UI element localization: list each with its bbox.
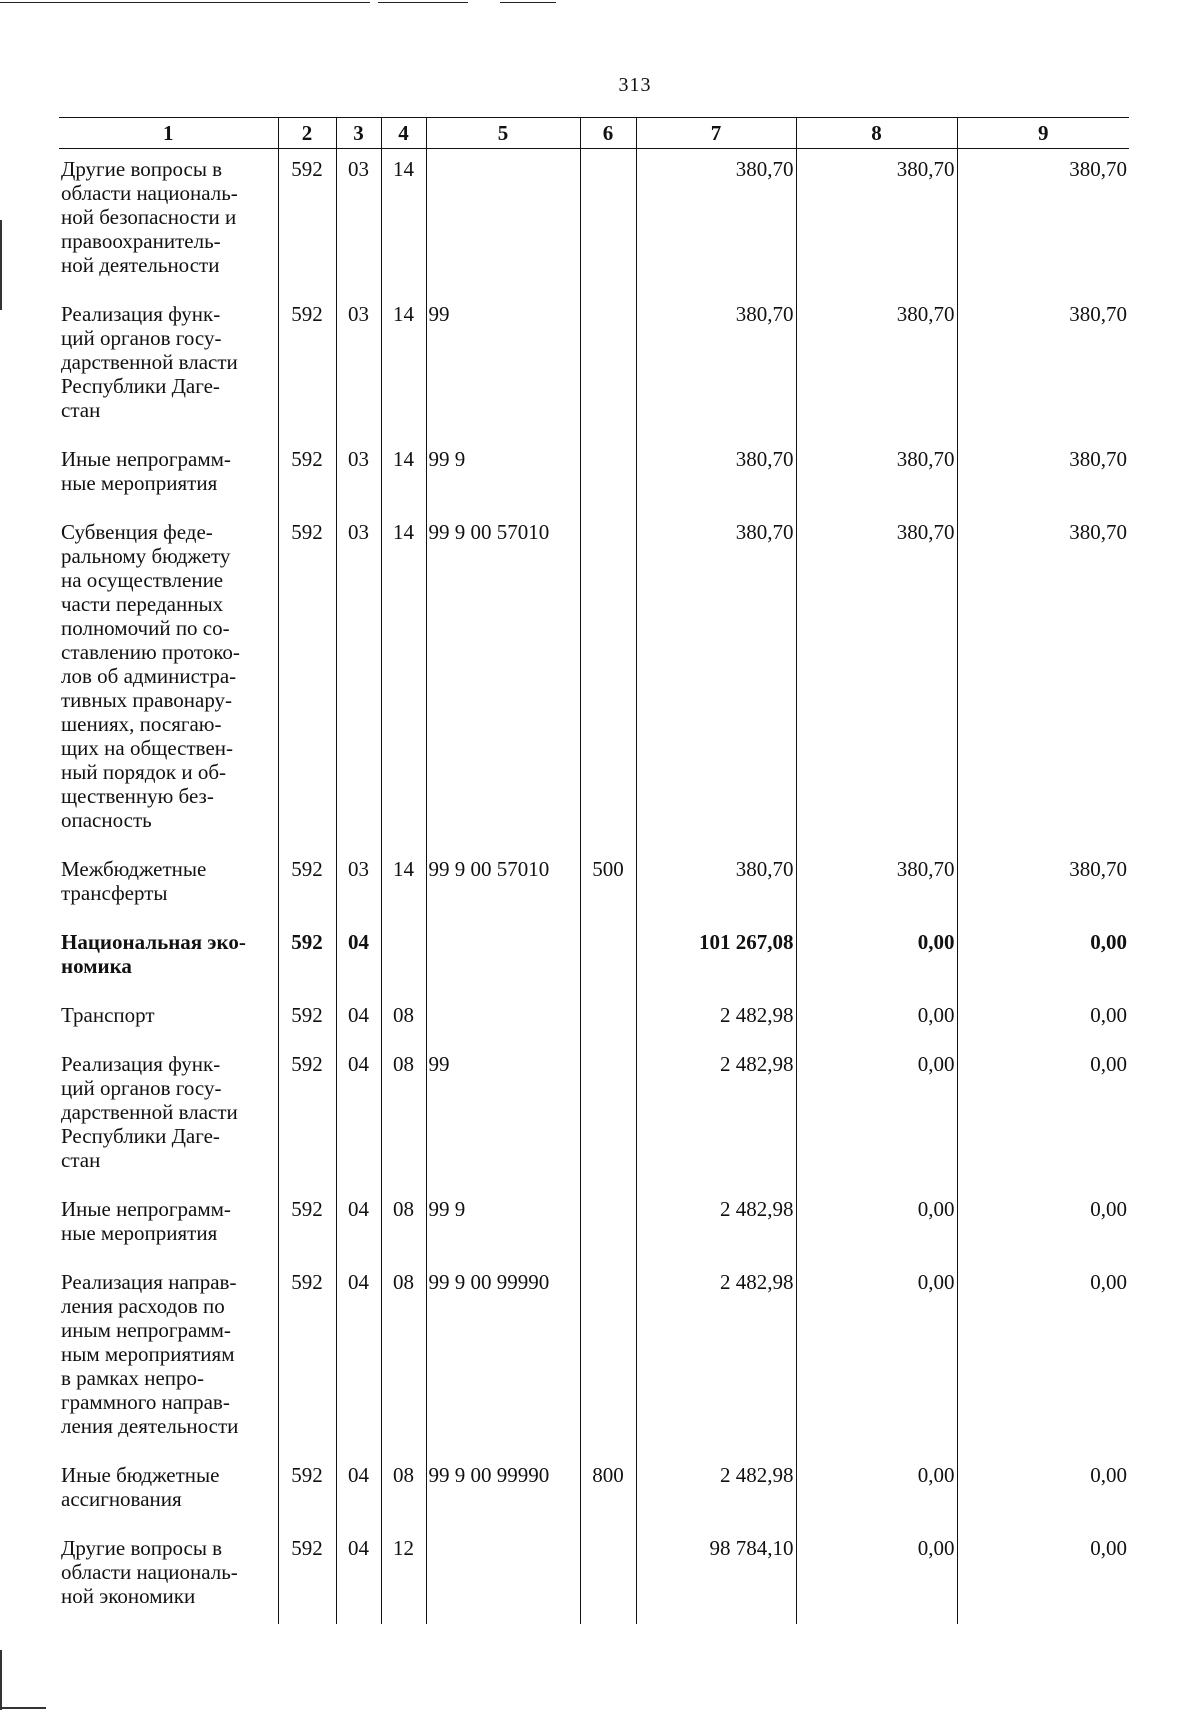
cell-target-article	[426, 149, 580, 295]
table-row	[59, 149, 1129, 295]
row-name: Реализация функ- ций органов госу- дарственной власти Республики Даге- стан	[61, 1052, 238, 1172]
cell-ministry-code: 592	[278, 995, 336, 1044]
row-name: Реализация направ- ления расходов по иным непрограмм- ным мероприятиям в рамках непро- граммного направ- ления деятельности	[61, 1270, 239, 1438]
cell-amount-col9: 380,70	[957, 149, 1129, 295]
row-name: Другие вопросы в области националь- ной безопасности и правоохранитель- ной деятельности	[61, 157, 238, 277]
table-row	[59, 1528, 1129, 1624]
cell-expense-type	[580, 995, 636, 1044]
cell-section-code: 03	[336, 439, 381, 512]
cell-ministry-code: 592	[278, 1262, 336, 1455]
cell-amount-col9: 0,00	[957, 922, 1129, 995]
table-row	[59, 849, 1129, 922]
cell-amount-col7: 380,70	[636, 849, 796, 922]
cell-ministry-code: 592	[278, 1044, 336, 1189]
page-number: 313	[618, 74, 652, 96]
cell-expense-type	[580, 1262, 636, 1455]
cell-amount-col7: 380,70	[636, 439, 796, 512]
cell-amount-col8: 0,00	[796, 995, 957, 1044]
row-name: Иные бюджетные ассигнования	[61, 1463, 220, 1511]
row-name: Транспорт	[61, 1003, 155, 1027]
table-header-row	[59, 118, 1129, 149]
table-row	[59, 439, 1129, 512]
cell-amount-col7: 2 482,98	[636, 1189, 796, 1262]
cell-amount-col7: 380,70	[636, 294, 796, 439]
cell-subsection-code	[381, 922, 426, 995]
cell-section-code: 04	[336, 1262, 381, 1455]
table-row	[59, 1044, 1129, 1189]
cell-amount-col8: 380,70	[796, 849, 957, 922]
cell-target-article: 99 9	[426, 1189, 580, 1262]
cell-target-article: 99 9 00 99990	[426, 1455, 580, 1528]
cell-amount-col7: 380,70	[636, 512, 796, 849]
cell-section-code: 04	[336, 1455, 381, 1528]
cell-target-article	[426, 995, 580, 1044]
cell-ministry-code: 592	[278, 1528, 336, 1624]
cell-amount-col7: 2 482,98	[636, 1044, 796, 1189]
cell-ministry-code: 592	[278, 922, 336, 995]
cell-subsection-code: 08	[381, 1455, 426, 1528]
header-col-4: 4	[381, 118, 426, 149]
cell-amount-col7: 380,70	[636, 149, 796, 295]
cell-subsection-code: 08	[381, 1044, 426, 1189]
left-edge-mark-2	[0, 1650, 2, 1710]
row-name: Национальная эко- номика	[61, 930, 246, 978]
table-body	[59, 149, 1129, 1625]
top-rule-2	[378, 2, 468, 3]
cell-subsection-code: 14	[381, 512, 426, 849]
cell-subsection-code: 08	[381, 1189, 426, 1262]
cell-ministry-code: 592	[278, 149, 336, 295]
table-row	[59, 995, 1129, 1044]
cell-target-article: 99 9 00 57010	[426, 512, 580, 849]
cell-amount-col8: 0,00	[796, 1044, 957, 1189]
cell-amount-col7: 98 784,10	[636, 1528, 796, 1624]
cell-target-article	[426, 1528, 580, 1624]
cell-subsection-code: 14	[381, 294, 426, 439]
header-col-5: 5	[426, 118, 580, 149]
cell-amount-col9: 380,70	[957, 512, 1129, 849]
header-col-3: 3	[336, 118, 381, 149]
cell-subsection-code: 14	[381, 439, 426, 512]
table-row	[59, 1455, 1129, 1528]
cell-expense-type	[580, 439, 636, 512]
cell-target-article: 99 9 00 57010	[426, 849, 580, 922]
cell-amount-col9: 380,70	[957, 294, 1129, 439]
cell-ministry-code: 592	[278, 439, 336, 512]
cell-section-code: 04	[336, 922, 381, 995]
table-row	[59, 1189, 1129, 1262]
cell-amount-col9: 0,00	[957, 1189, 1129, 1262]
cell-subsection-code: 08	[381, 995, 426, 1044]
cell-expense-type	[580, 1189, 636, 1262]
cell-amount-col9: 0,00	[957, 1262, 1129, 1455]
cell-expense-type	[580, 1528, 636, 1624]
row-name: Иные непрограмм- ные мероприятия	[61, 1197, 231, 1245]
cell-expense-type	[580, 922, 636, 995]
header-col-9: 9	[957, 118, 1129, 149]
table-row	[59, 922, 1129, 995]
cell-target-article	[426, 922, 580, 995]
left-edge-mark-1	[0, 220, 2, 310]
cell-ministry-code: 592	[278, 512, 336, 849]
header-col-2: 2	[278, 118, 336, 149]
cell-expense-type	[580, 149, 636, 295]
cell-amount-col9: 0,00	[957, 1528, 1129, 1624]
cell-amount-col8: 380,70	[796, 512, 957, 849]
cell-target-article: 99	[426, 294, 580, 439]
cell-amount-col8: 380,70	[796, 294, 957, 439]
cell-section-code: 04	[336, 1189, 381, 1262]
cell-expense-type: 500	[580, 849, 636, 922]
cell-section-code: 03	[336, 149, 381, 295]
bottom-edge-mark	[0, 1707, 46, 1709]
cell-subsection-code: 14	[381, 149, 426, 295]
cell-expense-type	[580, 294, 636, 439]
cell-amount-col9: 0,00	[957, 1044, 1129, 1189]
table-row	[59, 512, 1129, 849]
cell-amount-col8: 380,70	[796, 439, 957, 512]
row-name: Субвенция феде- ральному бюджету на осуществление части переданных полномочий по со- ставлению протоко- лов об администра- тивных правонару- шениях, посягаю- щих на обществен- ный порядок и об- щественную без- опасность	[61, 520, 240, 832]
cell-section-code: 04	[336, 995, 381, 1044]
cell-subsection-code: 14	[381, 849, 426, 922]
cell-amount-col9: 380,70	[957, 849, 1129, 922]
cell-section-code: 04	[336, 1528, 381, 1624]
cell-section-code: 03	[336, 849, 381, 922]
cell-ministry-code: 592	[278, 1455, 336, 1528]
cell-section-code: 03	[336, 294, 381, 439]
cell-amount-col9: 0,00	[957, 995, 1129, 1044]
cell-target-article: 99	[426, 1044, 580, 1189]
cell-amount-col7: 2 482,98	[636, 995, 796, 1044]
table-row	[59, 294, 1129, 439]
cell-target-article: 99 9	[426, 439, 580, 512]
cell-expense-type	[580, 512, 636, 849]
header-col-7: 7	[636, 118, 796, 149]
cell-amount-col8: 0,00	[796, 1528, 957, 1624]
cell-amount-col7: 2 482,98	[636, 1262, 796, 1455]
row-name: Межбюджетные трансферты	[61, 857, 207, 905]
budget-table	[59, 117, 1129, 1624]
row-name: Иные непрограмм- ные мероприятия	[61, 447, 231, 495]
row-name: Реализация функ- ций органов госу- дарственной власти Республики Даге- стан	[61, 302, 238, 422]
cell-ministry-code: 592	[278, 849, 336, 922]
cell-amount-col8: 0,00	[796, 922, 957, 995]
row-name: Другие вопросы в области националь- ной экономики	[61, 1536, 238, 1608]
table-row	[59, 1262, 1129, 1455]
top-rule-3	[500, 2, 556, 3]
cell-expense-type: 800	[580, 1455, 636, 1528]
header-col-6: 6	[580, 118, 636, 149]
cell-expense-type	[580, 1044, 636, 1189]
header-col-8: 8	[796, 118, 957, 149]
cell-target-article: 99 9 00 99990	[426, 1262, 580, 1455]
cell-subsection-code: 08	[381, 1262, 426, 1455]
top-rule-1	[0, 2, 370, 3]
cell-section-code: 04	[336, 1044, 381, 1189]
cell-amount-col7: 2 482,98	[636, 1455, 796, 1528]
cell-amount-col9: 0,00	[957, 1455, 1129, 1528]
cell-amount-col8: 0,00	[796, 1455, 957, 1528]
cell-amount-col8: 0,00	[796, 1262, 957, 1455]
cell-ministry-code: 592	[278, 294, 336, 439]
cell-amount-col7: 101 267,08	[636, 922, 796, 995]
cell-amount-col9: 380,70	[957, 439, 1129, 512]
cell-amount-col8: 0,00	[796, 1189, 957, 1262]
cell-section-code: 03	[336, 512, 381, 849]
cell-amount-col8: 380,70	[796, 149, 957, 295]
cell-subsection-code: 12	[381, 1528, 426, 1624]
cell-ministry-code: 592	[278, 1189, 336, 1262]
header-col-1: 1	[59, 118, 278, 149]
